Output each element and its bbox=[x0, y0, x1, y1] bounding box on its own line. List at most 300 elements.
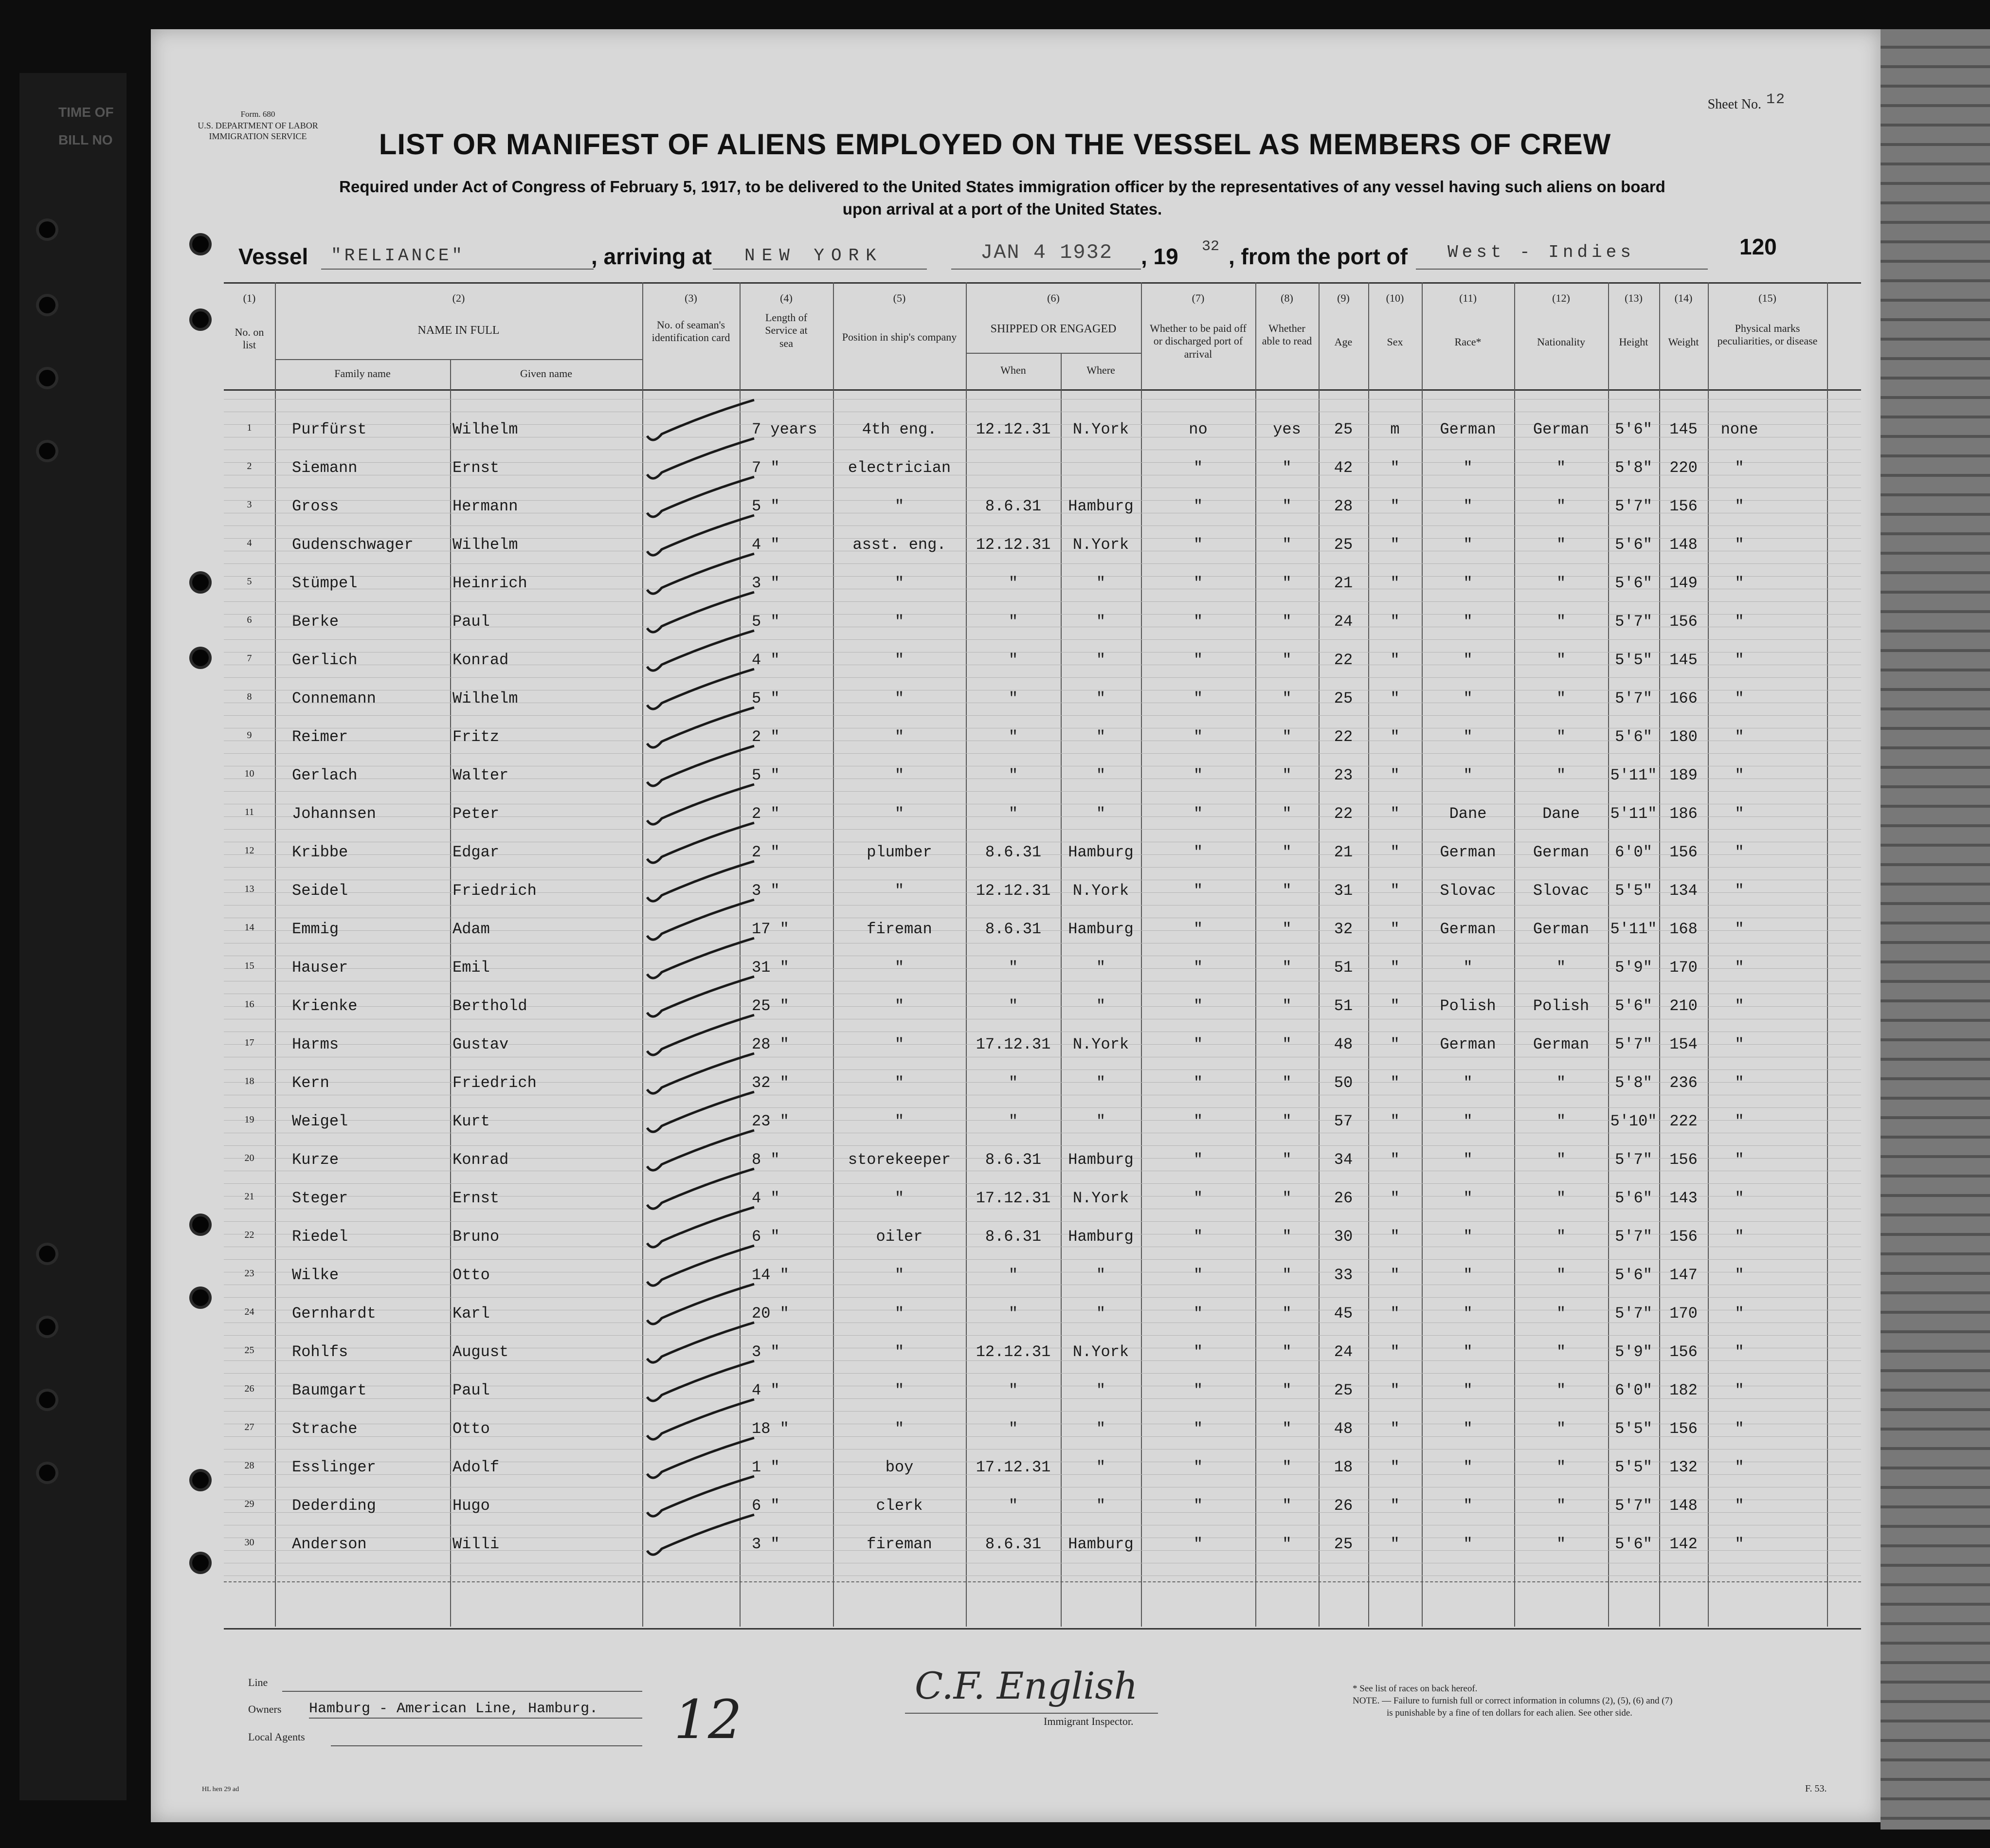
row-family: Harms bbox=[292, 1035, 339, 1053]
row-age: 25 bbox=[1334, 536, 1353, 554]
row-paid: " bbox=[1193, 882, 1203, 900]
header-sex: Sex bbox=[1387, 336, 1403, 348]
check-mark bbox=[647, 938, 754, 978]
row-no: 22 bbox=[244, 1230, 254, 1240]
row-service: 17 " bbox=[752, 920, 789, 938]
row-read: " bbox=[1282, 920, 1292, 938]
row-where: " bbox=[1096, 766, 1106, 784]
row-given: Konrad bbox=[452, 651, 509, 669]
check-mark bbox=[647, 1399, 754, 1439]
row-service: 8 " bbox=[752, 1151, 780, 1169]
row-paid: " bbox=[1193, 651, 1203, 669]
vessel-count: 120 bbox=[1739, 234, 1777, 259]
row-given: Otto bbox=[452, 1266, 490, 1284]
row-marks: " bbox=[1735, 613, 1744, 631]
row-position: clerk bbox=[876, 1497, 923, 1515]
footer-owners-rule bbox=[309, 1718, 642, 1719]
row-given: August bbox=[452, 1343, 509, 1361]
row-service: 6 " bbox=[752, 1228, 780, 1246]
header-no-on-list: No. on list bbox=[235, 326, 264, 351]
row-when: " bbox=[1008, 1266, 1018, 1284]
row-position: storekeeper bbox=[848, 1151, 951, 1169]
row-marks: " bbox=[1735, 1112, 1744, 1130]
row-sex: " bbox=[1390, 766, 1400, 784]
row-service: 2 " bbox=[752, 728, 780, 746]
check-mark bbox=[647, 515, 754, 555]
row-service: 7 " bbox=[752, 459, 780, 477]
row-position: " bbox=[894, 1381, 905, 1399]
row-paid: " bbox=[1193, 1151, 1203, 1169]
row-where: N.York bbox=[1072, 1343, 1129, 1361]
row-no: 23 bbox=[244, 1268, 254, 1279]
row-race: Dane bbox=[1449, 805, 1487, 823]
row-given: Friedrich bbox=[452, 882, 537, 900]
row-marks: " bbox=[1735, 1189, 1744, 1207]
row-where: N.York bbox=[1072, 536, 1129, 554]
row-age: 48 bbox=[1334, 1420, 1353, 1438]
check-mark bbox=[647, 1207, 754, 1247]
row-age: 18 bbox=[1334, 1458, 1353, 1476]
row-service: 6 " bbox=[752, 1497, 780, 1515]
row-position: boy bbox=[885, 1458, 914, 1476]
row-paid: " bbox=[1193, 613, 1203, 631]
row-weight: 154 bbox=[1669, 1035, 1698, 1053]
form-number: Form. 680 bbox=[240, 109, 275, 119]
row-paid: " bbox=[1193, 459, 1203, 477]
row-age: 51 bbox=[1334, 997, 1353, 1015]
row-service: 18 " bbox=[752, 1420, 789, 1438]
row-family: Seidel bbox=[292, 882, 348, 900]
row-read: " bbox=[1282, 1189, 1292, 1207]
row-race: " bbox=[1463, 1189, 1473, 1207]
row-nationality: Polish bbox=[1533, 997, 1590, 1015]
row-nationality: German bbox=[1533, 420, 1590, 438]
row-when: " bbox=[1008, 1497, 1018, 1515]
row-service: 3 " bbox=[752, 574, 780, 592]
footer-owners-label: Owners bbox=[248, 1703, 282, 1715]
row-height: 5'6" bbox=[1615, 420, 1652, 438]
row-height: 5'9" bbox=[1615, 959, 1652, 977]
row-weight: 156 bbox=[1669, 1228, 1698, 1246]
row-no: 19 bbox=[244, 1114, 254, 1125]
row-family: Gernhardt bbox=[292, 1304, 376, 1323]
check-mark bbox=[647, 631, 754, 670]
col-number: (15) bbox=[1758, 292, 1776, 304]
row-where: " bbox=[1096, 1112, 1106, 1130]
row-marks: " bbox=[1735, 574, 1744, 592]
row-read: " bbox=[1282, 766, 1292, 784]
row-service: 20 " bbox=[752, 1304, 789, 1323]
row-paid: " bbox=[1193, 1266, 1203, 1284]
left-strip-label-1: TIME OF bbox=[58, 105, 114, 120]
row-when: 17.12.31 bbox=[976, 1458, 1051, 1476]
row-where: N.York bbox=[1072, 1035, 1129, 1053]
col-number: (2) bbox=[452, 292, 465, 304]
row-age: 51 bbox=[1334, 959, 1353, 977]
row-height: 5'6" bbox=[1615, 1189, 1652, 1207]
col-number: (9) bbox=[1337, 292, 1350, 304]
row-age: 34 bbox=[1334, 1151, 1353, 1169]
row-family: Riedel bbox=[292, 1228, 348, 1246]
row-given: Emil bbox=[452, 959, 490, 977]
check-mark bbox=[647, 784, 754, 824]
row-sex: " bbox=[1390, 1343, 1400, 1361]
row-when: 8.6.31 bbox=[985, 1228, 1042, 1246]
form-title: LIST OR MANIFEST OF ALIENS EMPLOYED ON THE VESSEL AS MEMBERS OF CREW bbox=[379, 128, 1611, 161]
row-where: Hamburg bbox=[1068, 1228, 1134, 1246]
row-weight: 134 bbox=[1669, 882, 1698, 900]
row-marks: none bbox=[1720, 420, 1758, 438]
row-read: " bbox=[1282, 689, 1292, 707]
row-paid: " bbox=[1193, 1074, 1203, 1092]
row-sex: " bbox=[1390, 1420, 1400, 1438]
check-mark bbox=[647, 669, 754, 709]
row-nationality: " bbox=[1556, 1304, 1566, 1323]
row-marks: " bbox=[1735, 651, 1744, 669]
arriving-label: , arriving at bbox=[591, 244, 712, 269]
row-sex: m bbox=[1390, 420, 1400, 438]
row-marks: " bbox=[1735, 805, 1744, 823]
row-position: " bbox=[894, 1266, 905, 1284]
row-height: 5'7" bbox=[1615, 497, 1652, 515]
row-nationality: German bbox=[1533, 920, 1590, 938]
row-marks: " bbox=[1735, 689, 1744, 707]
check-mark bbox=[647, 707, 754, 747]
row-given: Ernst bbox=[452, 1189, 500, 1207]
row-family: Gross bbox=[292, 497, 339, 515]
handwritten-sheet-number: 12 bbox=[674, 1688, 742, 1751]
row-height: 5'8" bbox=[1615, 1074, 1652, 1092]
row-paid: " bbox=[1193, 574, 1203, 592]
header-height: Height bbox=[1619, 336, 1648, 348]
row-weight: 143 bbox=[1669, 1189, 1698, 1207]
row-where: Hamburg bbox=[1068, 1535, 1134, 1553]
row-given: Paul bbox=[452, 1381, 490, 1399]
row-position: " bbox=[894, 1112, 905, 1130]
row-family: Dederding bbox=[292, 1497, 376, 1515]
row-race: " bbox=[1463, 1304, 1473, 1323]
row-age: 25 bbox=[1334, 420, 1353, 438]
row-family: Berke bbox=[292, 613, 339, 631]
row-read: " bbox=[1282, 1035, 1292, 1053]
row-given: Adam bbox=[452, 920, 490, 938]
header-length-service: Length of Service at sea bbox=[765, 311, 808, 349]
row-family: Purfürst bbox=[292, 420, 367, 438]
row-when: 8.6.31 bbox=[985, 920, 1042, 938]
row-where: Hamburg bbox=[1068, 1151, 1134, 1169]
row-race: " bbox=[1463, 1535, 1473, 1553]
check-mark bbox=[647, 1130, 754, 1170]
row-race: " bbox=[1463, 1343, 1473, 1361]
header-paid-off: Whether to be paid off or discharged port of arrival bbox=[1150, 322, 1247, 360]
row-service: 4 " bbox=[752, 536, 780, 554]
row-marks: " bbox=[1735, 1381, 1744, 1399]
row-no: 14 bbox=[244, 922, 254, 933]
row-when: " bbox=[1008, 574, 1018, 592]
row-where: " bbox=[1096, 959, 1106, 977]
row-when: 12.12.31 bbox=[976, 882, 1051, 900]
row-family: Siemann bbox=[292, 459, 358, 477]
row-family: Esslinger bbox=[292, 1458, 376, 1476]
row-given: Friedrich bbox=[452, 1074, 537, 1092]
row-when: " bbox=[1008, 959, 1018, 977]
row-given: Wilhelm bbox=[452, 536, 518, 554]
row-service: 5 " bbox=[752, 689, 780, 707]
row-sex: " bbox=[1390, 959, 1400, 977]
row-service: 4 " bbox=[752, 1381, 780, 1399]
row-race: Polish bbox=[1440, 997, 1496, 1015]
departure-port: West - Indies bbox=[1447, 242, 1635, 262]
row-where: " bbox=[1096, 689, 1106, 707]
row-sex: " bbox=[1390, 613, 1400, 631]
vessel-name: "RELIANCE" bbox=[331, 246, 466, 266]
col-number: (5) bbox=[893, 292, 906, 304]
row-race: " bbox=[1463, 1458, 1473, 1476]
year-suffix: 32 bbox=[1202, 238, 1220, 255]
check-mark bbox=[647, 438, 754, 478]
row-weight: 166 bbox=[1669, 689, 1698, 707]
row-read: " bbox=[1282, 882, 1292, 900]
row-weight: 168 bbox=[1669, 920, 1698, 938]
row-read: " bbox=[1282, 1420, 1292, 1438]
row-marks: " bbox=[1735, 728, 1744, 746]
row-when: " bbox=[1008, 1074, 1018, 1092]
row-nationality: " bbox=[1556, 536, 1566, 554]
row-height: 6'0" bbox=[1615, 1381, 1652, 1399]
row-when: " bbox=[1008, 1304, 1018, 1323]
row-where: " bbox=[1096, 613, 1106, 631]
row-where: N.York bbox=[1072, 420, 1129, 438]
col-number: (7) bbox=[1192, 292, 1205, 304]
row-sex: " bbox=[1390, 1497, 1400, 1515]
check-mark bbox=[647, 1476, 754, 1516]
row-nationality: German bbox=[1533, 843, 1590, 861]
row-age: 45 bbox=[1334, 1304, 1353, 1323]
row-family: Emmig bbox=[292, 920, 339, 938]
row-position: " bbox=[894, 1343, 905, 1361]
row-height: 5'7" bbox=[1615, 613, 1652, 631]
row-race: " bbox=[1463, 689, 1473, 707]
row-paid: " bbox=[1193, 1535, 1203, 1553]
row-paid: " bbox=[1193, 497, 1203, 515]
row-age: 22 bbox=[1334, 728, 1353, 746]
row-paid: " bbox=[1193, 1343, 1203, 1361]
row-age: 32 bbox=[1334, 920, 1353, 938]
row-where: " bbox=[1096, 1458, 1106, 1476]
row-marks: " bbox=[1735, 1535, 1744, 1553]
row-service: 5 " bbox=[752, 497, 780, 515]
header-given-name: Given name bbox=[520, 367, 572, 380]
row-weight: 236 bbox=[1669, 1074, 1698, 1092]
header-age: Age bbox=[1334, 336, 1353, 348]
row-nationality: German bbox=[1533, 1035, 1590, 1053]
row-sex: " bbox=[1390, 882, 1400, 900]
row-weight: 210 bbox=[1669, 997, 1698, 1015]
row-weight: 132 bbox=[1669, 1458, 1698, 1476]
header-seaman-card: No. of seaman's identification card bbox=[651, 319, 730, 344]
row-position: " bbox=[894, 997, 905, 1015]
row-when: 17.12.31 bbox=[976, 1035, 1051, 1053]
row-service: 32 " bbox=[752, 1074, 789, 1092]
row-height: 5'5" bbox=[1615, 882, 1652, 900]
row-given: Berthold bbox=[452, 997, 527, 1015]
row-sex: " bbox=[1390, 689, 1400, 707]
sheet-number: 12 bbox=[1766, 91, 1786, 108]
row-nationality: " bbox=[1556, 1535, 1566, 1553]
header-family-name: Family name bbox=[334, 367, 391, 380]
check-mark bbox=[647, 1323, 754, 1362]
row-position: plumber bbox=[867, 843, 932, 861]
row-family: Kern bbox=[292, 1074, 329, 1092]
row-paid: " bbox=[1193, 766, 1203, 784]
inspector-signature: C.F. English bbox=[915, 1664, 1138, 1707]
row-service: 31 " bbox=[752, 959, 789, 977]
row-weight: 147 bbox=[1669, 1266, 1698, 1284]
row-family: Hauser bbox=[292, 959, 348, 977]
row-sex: " bbox=[1390, 1112, 1400, 1130]
row-nationality: " bbox=[1556, 1497, 1566, 1515]
row-paid: " bbox=[1193, 1189, 1203, 1207]
row-position: " bbox=[894, 766, 905, 784]
row-service: 3 " bbox=[752, 882, 780, 900]
row-marks: " bbox=[1735, 1458, 1744, 1476]
row-age: 24 bbox=[1334, 613, 1353, 631]
row-no: 28 bbox=[244, 1460, 254, 1471]
footer-agents-rule bbox=[331, 1745, 642, 1746]
row-given: Wilhelm bbox=[452, 420, 518, 438]
row-no: 4 bbox=[247, 538, 252, 548]
header-race: Race* bbox=[1454, 336, 1482, 348]
row-no: 15 bbox=[244, 960, 254, 971]
row-position: fireman bbox=[867, 1535, 932, 1553]
left-strip-label-2: BILL NO bbox=[58, 132, 113, 147]
row-service: 5 " bbox=[752, 613, 780, 631]
row-nationality: " bbox=[1556, 613, 1566, 631]
row-read: " bbox=[1282, 1458, 1292, 1476]
row-sex: " bbox=[1390, 728, 1400, 746]
row-where: " bbox=[1096, 997, 1106, 1015]
row-where: " bbox=[1096, 805, 1106, 823]
row-nationality: " bbox=[1556, 574, 1566, 592]
footer-line-rule bbox=[282, 1691, 642, 1692]
row-position: asst. eng. bbox=[852, 536, 946, 554]
row-nationality: " bbox=[1556, 1420, 1566, 1438]
row-sex: " bbox=[1390, 1035, 1400, 1053]
header-when: When bbox=[1000, 364, 1026, 376]
row-height: 6'0" bbox=[1615, 843, 1652, 861]
header-where: Where bbox=[1086, 364, 1115, 376]
row-given: Adolf bbox=[452, 1458, 500, 1476]
row-position: 4th eng. bbox=[862, 420, 937, 438]
row-read: " bbox=[1282, 574, 1292, 592]
row-given: Hermann bbox=[452, 497, 518, 515]
row-read: " bbox=[1282, 536, 1292, 554]
row-position: " bbox=[894, 574, 905, 592]
row-paid: " bbox=[1193, 728, 1203, 746]
row-weight: 186 bbox=[1669, 805, 1698, 823]
row-age: 57 bbox=[1334, 1112, 1353, 1130]
row-sex: " bbox=[1390, 1266, 1400, 1284]
row-race: " bbox=[1463, 1228, 1473, 1246]
col-number: (10) bbox=[1386, 292, 1404, 304]
check-mark bbox=[647, 1169, 754, 1209]
row-race: " bbox=[1463, 1420, 1473, 1438]
col-number: (1) bbox=[243, 292, 256, 304]
row-family: Reimer bbox=[292, 728, 348, 746]
row-marks: " bbox=[1735, 1343, 1744, 1361]
row-given: Bruno bbox=[452, 1228, 500, 1246]
row-nationality: " bbox=[1556, 1074, 1566, 1092]
row-marks: " bbox=[1735, 1035, 1744, 1053]
row-read: " bbox=[1282, 997, 1292, 1015]
row-race: " bbox=[1463, 651, 1473, 669]
row-age: 50 bbox=[1334, 1074, 1353, 1092]
row-when: 12.12.31 bbox=[976, 1343, 1051, 1361]
races-note: * See list of races on back hereof. bbox=[1353, 1684, 1478, 1694]
row-height: 5'7" bbox=[1615, 1497, 1652, 1515]
row-when: " bbox=[1008, 651, 1018, 669]
row-read: " bbox=[1282, 1074, 1292, 1092]
row-race: " bbox=[1463, 613, 1473, 631]
row-sex: " bbox=[1390, 1151, 1400, 1169]
row-marks: " bbox=[1735, 920, 1744, 938]
form-subtitle-line2: upon arrival at a port of the United States. bbox=[842, 200, 1162, 218]
row-weight: 180 bbox=[1669, 728, 1698, 746]
row-race: " bbox=[1463, 1266, 1473, 1284]
row-read: " bbox=[1282, 1266, 1292, 1284]
row-weight: 148 bbox=[1669, 536, 1698, 554]
row-given: Hugo bbox=[452, 1497, 490, 1515]
row-marks: " bbox=[1735, 1420, 1744, 1438]
penalty-note-line2: is punishable by a fine of ten dollars for each alien. See other side. bbox=[1387, 1708, 1632, 1718]
row-height: 5'11" bbox=[1610, 805, 1657, 823]
row-where: " bbox=[1096, 651, 1106, 669]
row-when: 12.12.31 bbox=[976, 420, 1051, 438]
vessel-label: Vessel bbox=[238, 244, 308, 269]
row-marks: " bbox=[1735, 997, 1744, 1015]
row-read: " bbox=[1282, 651, 1292, 669]
row-given: Gustav bbox=[452, 1035, 509, 1053]
row-service: 23 " bbox=[752, 1112, 789, 1130]
row-weight: 156 bbox=[1669, 613, 1698, 631]
row-weight: 145 bbox=[1669, 651, 1698, 669]
check-mark bbox=[647, 400, 754, 440]
row-paid: " bbox=[1193, 959, 1203, 977]
row-nationality: " bbox=[1556, 459, 1566, 477]
row-age: 21 bbox=[1334, 843, 1353, 861]
header-position: Position in ship's company bbox=[842, 331, 957, 343]
row-paid: no bbox=[1189, 420, 1208, 438]
row-age: 28 bbox=[1334, 497, 1353, 515]
row-paid: " bbox=[1193, 1458, 1203, 1476]
row-sex: " bbox=[1390, 497, 1400, 515]
row-height: 5'7" bbox=[1615, 1228, 1652, 1246]
footer-owners-value: Hamburg - American Line, Hamburg. bbox=[309, 1701, 598, 1717]
row-race: Slovac bbox=[1440, 882, 1496, 900]
row-age: 42 bbox=[1334, 459, 1353, 477]
row-weight: 170 bbox=[1669, 959, 1698, 977]
row-given: Kurt bbox=[452, 1112, 490, 1130]
row-read: " bbox=[1282, 613, 1292, 631]
row-where: Hamburg bbox=[1068, 843, 1134, 861]
row-race: " bbox=[1463, 959, 1473, 977]
row-given: Otto bbox=[452, 1420, 490, 1438]
row-height: 5'7" bbox=[1615, 1304, 1652, 1323]
row-family: Gerlich bbox=[292, 651, 358, 669]
row-sex: " bbox=[1390, 1189, 1400, 1207]
date-stamp: JAN 4 1932 bbox=[980, 241, 1113, 264]
row-given: Karl bbox=[452, 1304, 490, 1323]
